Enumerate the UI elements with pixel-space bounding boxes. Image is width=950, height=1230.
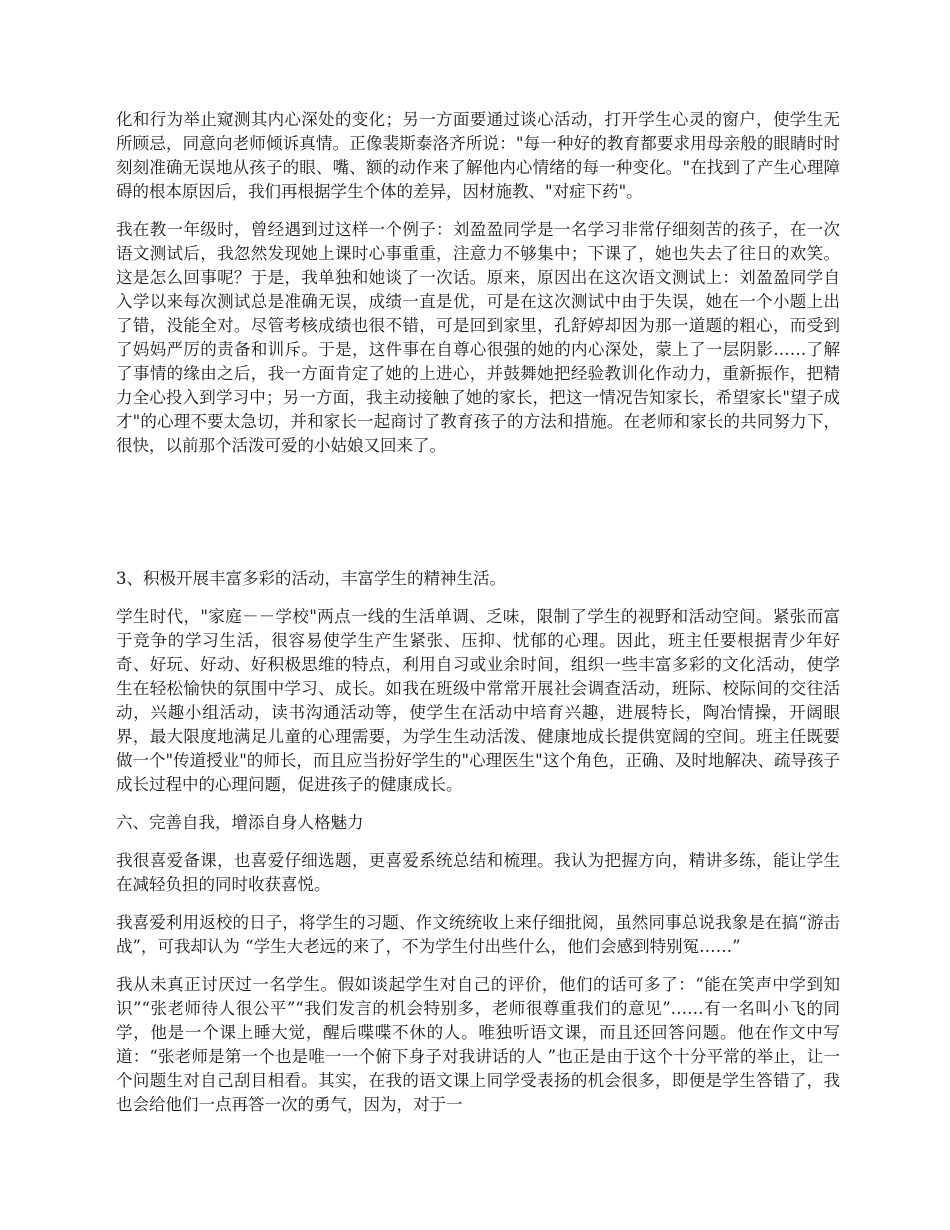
section-heading: 六、完善自我，增添自身人格魅力 <box>116 813 364 832</box>
paragraph: 我很喜爱备课，也喜爱仔细选题，更喜爱系统总结和梳理。我认为把握方向，精讲多练，能让学生在减轻负担的同时收获喜悦。 <box>116 851 840 894</box>
paragraph: 我从未真正讨厌过一名学生。假如谈起学生对自己的评价，他们的话可多了：“能在笑声中学到知识”“张老师待人很公平”“我们发言的机会特别多，老师很尊重我们的意见”……有一名叫小飞的同学，他是一个课上睡大觉，醒后喋喋不休的人。唯独听语文课，而且还回答问题。他在作文中写道：“张老师是第一个也是唯一一个俯下身子对我讲话的人 ”也正是由于这个十分平常的举止，让一个问题生对自己刮目相看。其实，在我的语文课上同学受表扬的机会很多，即便是学生答错了，我也会给他们一点再答一次的勇气，因为，对于一 <box>116 975 840 1114</box>
paragraph: 学生时代，"家庭－－学校"两点一线的生活单调、乏味，限制了学生的视野和活动空间。紧张而富于竞争的学习生活，很容易使学生产生紧张、压抑、忧郁的心理。因此，班主任要根据青少年好奇、好玩、好动、好积极思维的特点，利用自习或业余时间，组织一些丰富多彩的文化活动，使学生在轻松愉快的氛围中学习、成长。如我在班级中常常开展社会调查活动，班际、校际间的交往活动，兴趣小组活动，读书沟通活动等，使学生在活动中培育兴趣，进展特长，陶冶情操，开阔眼界，最大限度地满足儿童的心理需要，为学生生动活泼、健康地成长提供宽阔的空间。班主任既要做一个"传道授业"的师长，而且应当扮好学生的"心理医生"这个角色，正确、及时地解决、疏导孩子成长过程中的心理问题，促进孩子的健康成长。 <box>116 607 840 794</box>
page-gap <box>116 472 840 567</box>
paragraph: 我喜爱利用返校的日子，将学生的习题、作文统统收上来仔细批阅，虽然同事总说我象是在搞“游击战”，可我却认为 “学生大老远的来了，不为学生付出些什么，他们会感到特别冤……” <box>116 913 840 956</box>
section-heading: 3、积极开展丰富多彩的活动，丰富学生的精神生活。 <box>116 569 506 588</box>
document-page <box>116 108 840 1131</box>
paragraph: 我在教一年级时，曾经遇到过这样一个例子：刘盈盈同学是一名学习非常仔细刻苦的孩子，在一次语文测试后，我忽然发现她上课时心事重重，注意力不够集中；下课了，她也失去了往日的欢笑。这是怎么回事呢？于是，我单独和她谈了一次话。原来，原因出在这次语文测试上：刘盈盈同学自入学以来每次测试总是准确无误，成绩一直是优，可是在这次测试中由于失误，她在一个小题上出了错，没能全对。尽管考核成绩也很不错，可是回到家里，孔舒婷却因为那一道题的粗心，而受到了妈妈严厉的责备和训斥。于是，这件事在自尊心很强的她的内心深处，蒙上了一层阴影……了解了事情的缘由之后，我一方面肯定了她的上进心，并鼓舞她把经验教训化作动力，重新振作，把精力全心投入到学习中；另一方面，我主动接触了她的家长，把这一情况告知家长，希望家长"望子成才"的心理不要太急切，并和家长一起商讨了教育孩子的方法和措施。在老师和家长的共同努力下，很快，以前那个活泼可爱的小姑娘又回来了。 <box>116 220 840 455</box>
paragraph: 化和行为举止窥测其内心深处的变化；另一方面要通过谈心活动，打开学生心灵的窗户，使学生无所顾忌，同意向老师倾诉真情。正像裴斯泰洛齐所说："每一种好的教育都要求用母亲般的眼睛时时刻刻准确无误地从孩子的眼、嘴、额的动作来了解他内心情绪的每一种变化。"在找到了产生心理障碍的根本原因后，我们再根据学生个体的差异，因材施教、"对症下药"。 <box>116 110 840 201</box>
